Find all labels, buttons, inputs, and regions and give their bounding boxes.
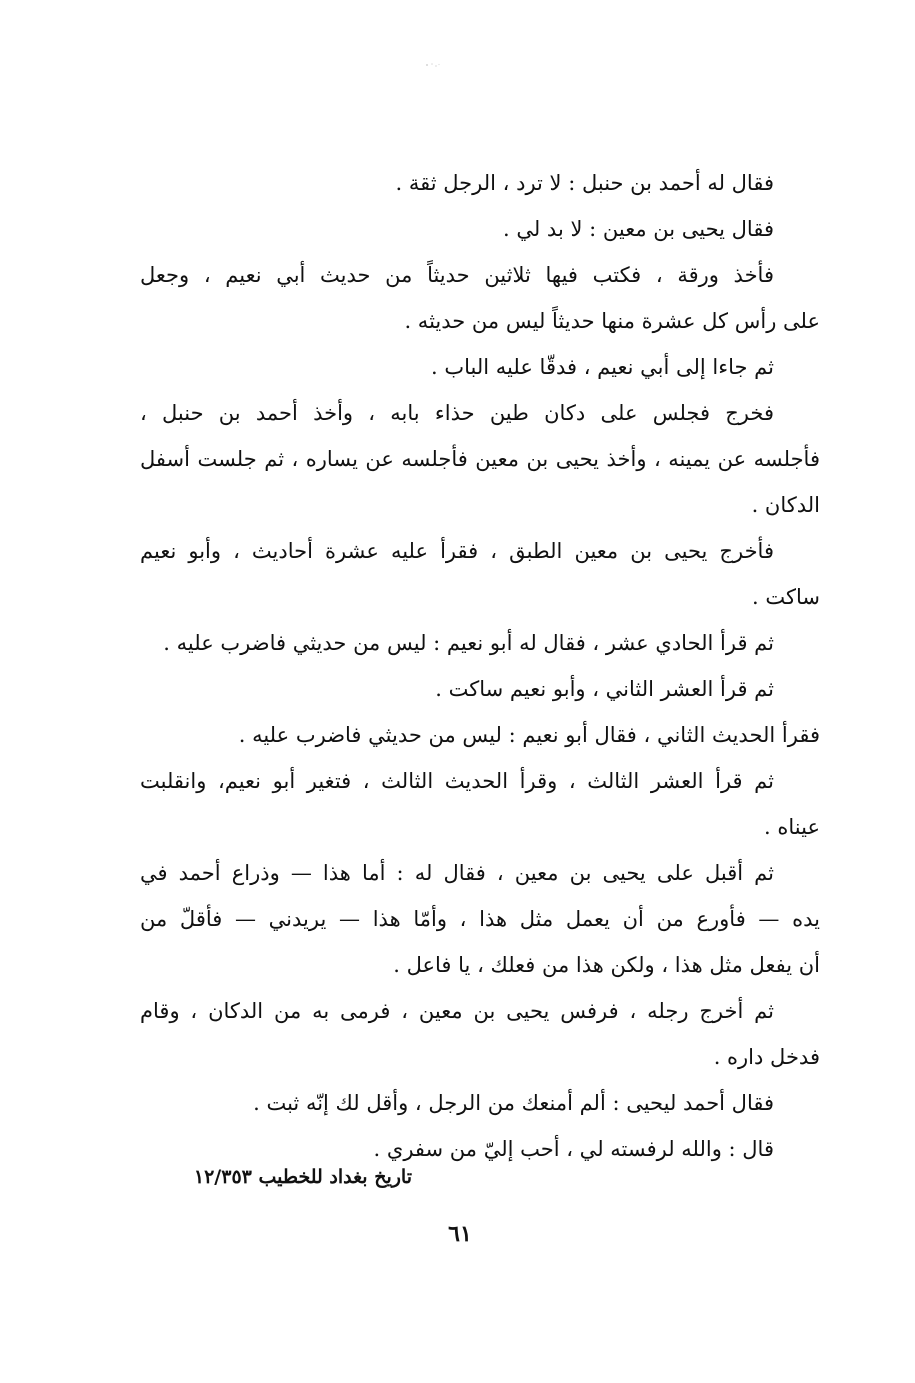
text-line: على رأس كل عشرة منها حديثاً ليس من حديثه .	[404, 309, 820, 333]
text-line: ثم قرأ الحادي عشر ، فقال له أبو نعيم : ليس من حديثي فاضرب عليه .	[163, 631, 774, 655]
text-line: ثم جاءا إلى أبي نعيم ، فدقّا عليه الباب .	[431, 355, 774, 379]
text-line: قال : والله لرفسته لي ، أحب إليّ من سفري .	[373, 1137, 774, 1161]
text-line: ثم قرأ العشر الثاني ، وأبو نعيم ساكت .	[435, 677, 774, 701]
text-line: الدكان .	[751, 493, 820, 517]
text-line: ثم قرأ العشر الثالث ، وقرأ الحديث الثالث ، فتغير أبو نعيم، وانقلبت	[140, 769, 774, 793]
text-line: فأجلسه عن يمينه ، وأخذ يحيى بن معين فأجلسه عن يساره ، ثم جلست أسفل	[140, 447, 820, 471]
source-citation: تاريخ بغداد للخطيب ١٢/٣٥٣	[193, 1166, 412, 1188]
text-line: فأخرج يحيى بن معين الطبق ، فقرأ عليه عشرة أحاديث ، وأبو نعيم	[140, 539, 774, 563]
body-text	[140, 160, 820, 1172]
text-line: فخرج فجلس على دكان طين حذاء بابه ، وأخذ أحمد بن حنبل ،	[140, 401, 774, 425]
text-line: ثم أخرج رجله ، فرفس يحيى بن معين ، فرمى به من الدكان ، وقام	[140, 999, 774, 1023]
text-line: يده — فأورع من أن يعمل مثل هذا ، وأمّا هذا — يريدني — فأقلّ من	[140, 907, 820, 931]
text-line: فقال له أحمد بن حنبل : لا ترد ، الرجل ثقة .	[395, 171, 774, 195]
text-line: أن يفعل مثل هذا ، ولكن هذا من فعلك ، يا فاعل .	[393, 953, 820, 977]
text-line: عيناه .	[764, 815, 820, 839]
text-line: ساكت .	[752, 585, 820, 609]
text-line: فقال أحمد ليحيى : ألم أمنعك من الرجل ، وأقل لك إنّه ثبت .	[253, 1091, 774, 1115]
text-line: فقرأ الحديث الثاني ، فقال أبو نعيم : ليس من حديثي فاضرب عليه .	[238, 723, 820, 747]
page-number: ٦١	[448, 1221, 472, 1247]
scan-speck	[424, 62, 442, 68]
text-line: فدخل داره .	[713, 1045, 820, 1069]
text-line: فقال يحيى بن معين : لا بد لي .	[503, 217, 774, 241]
text-line: ثم أقبل على يحيى بن معين ، فقال له : أما هذا — وذراع أحمد في	[140, 861, 774, 885]
text-line: فأخذ ورقة ، فكتب فيها ثلاثين حديثاً من حديث أبي نعيم ، وجعل	[140, 263, 774, 287]
